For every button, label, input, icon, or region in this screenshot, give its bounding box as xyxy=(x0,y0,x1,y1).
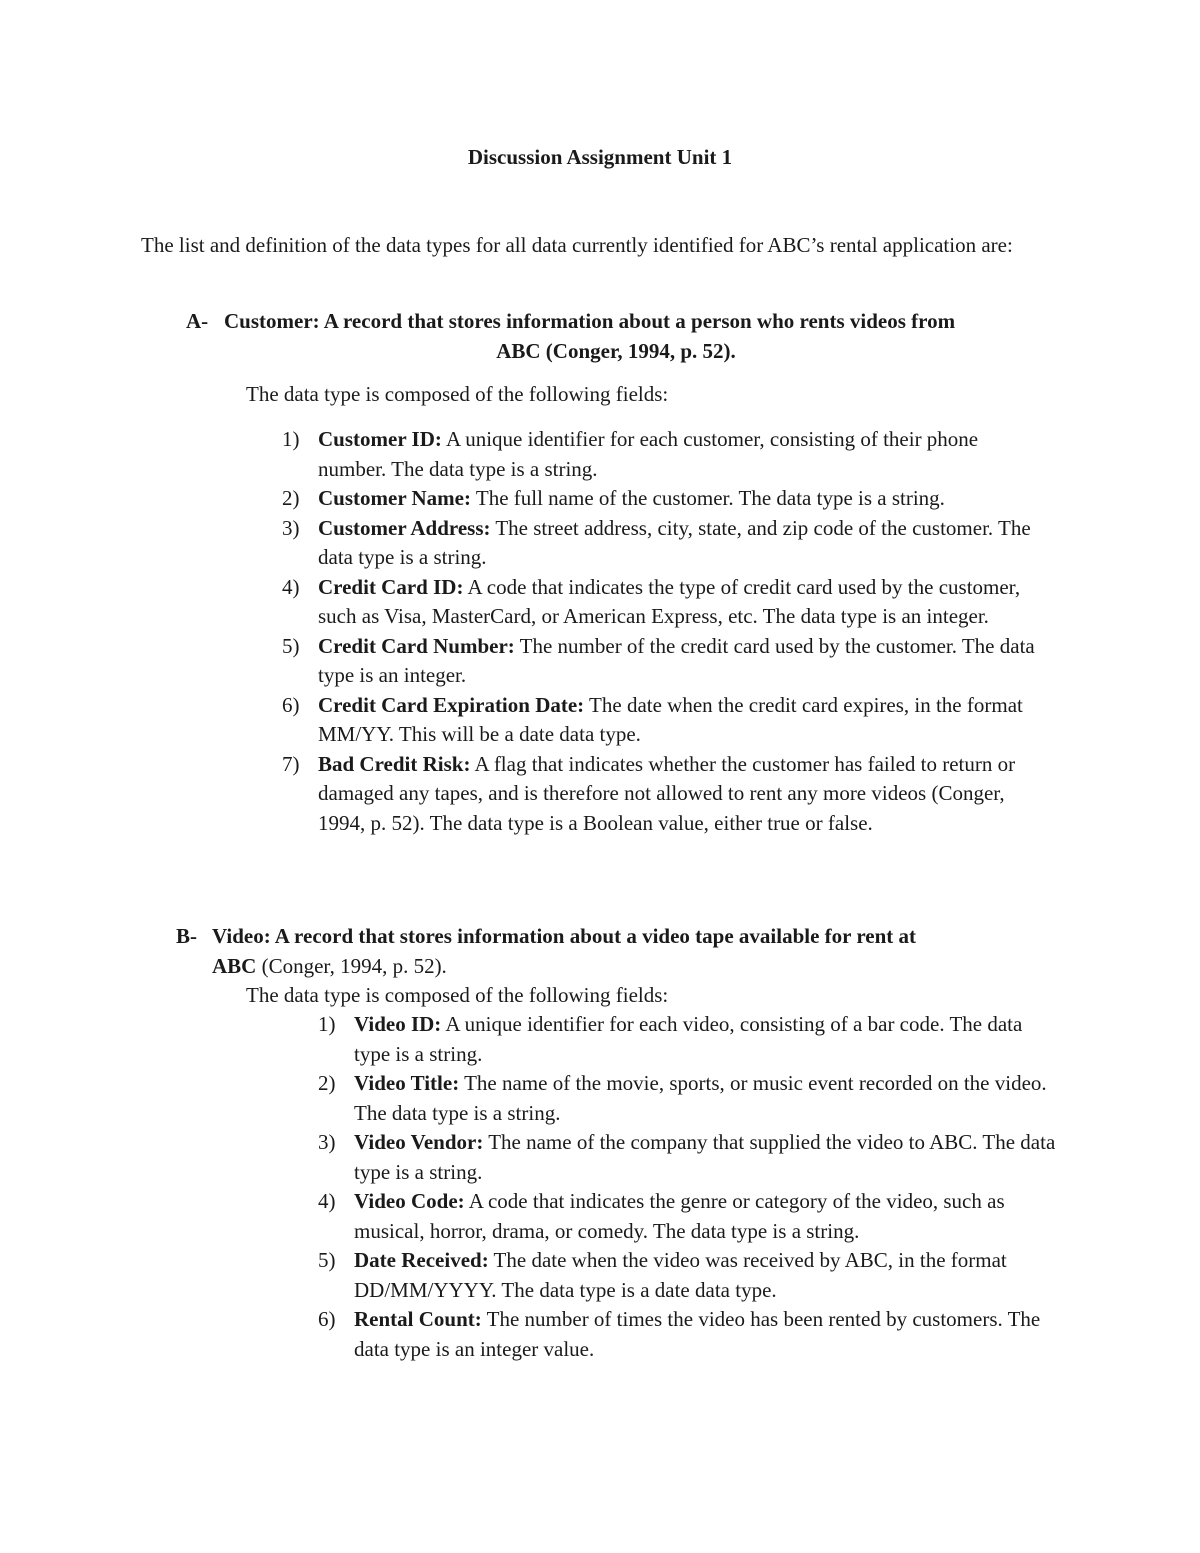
list-item xyxy=(282,691,1042,750)
item-number: 6) xyxy=(282,692,300,717)
list-item xyxy=(318,1069,1058,1128)
section-b-letter: B- xyxy=(176,924,197,948)
item-number: 3) xyxy=(282,515,300,540)
section-b-lead: The data type is composed of the following fields: xyxy=(246,983,669,1007)
field-description: A code that indicates the type of credit card used by the customer, such as Visa, MasterCard, or American Express, etc. The data type is an integer. xyxy=(318,574,1021,628)
section-a-field-list xyxy=(282,425,1042,838)
field-term: Bad Credit Risk: xyxy=(318,751,471,776)
section-a-letter: A- xyxy=(186,309,209,333)
item-number: 6) xyxy=(318,1307,336,1331)
field-term: Date Received: xyxy=(354,1248,489,1272)
field-description: The name of the company that supplied the video to ABC. The data type is a string. xyxy=(354,1130,1056,1184)
item-number: 5) xyxy=(282,633,300,658)
section-b-heading-abc: ABC xyxy=(212,953,257,978)
field-term: Credit Card Expiration Date: xyxy=(318,692,585,717)
section-b-heading-line1: Video: A record that stores information about a video tape available for rent at xyxy=(212,924,917,948)
field-term: Customer ID: xyxy=(318,427,442,451)
section-b-field-list xyxy=(318,1010,1058,1364)
field-term: Video ID: xyxy=(354,1012,442,1036)
intro-paragraph: The list and definition of the data types for all data currently identified for ABC’s rental application are: xyxy=(141,233,1013,257)
field-term: Video Code: xyxy=(354,1189,465,1213)
list-item xyxy=(318,1246,1058,1305)
section-b-heading-citation: (Conger, 1994, p. 52). xyxy=(256,953,447,978)
list-item xyxy=(282,484,1042,514)
item-number: 2) xyxy=(318,1071,336,1095)
field-description: The street address, city, state, and zip code of the customer. The data type is a string. xyxy=(318,515,1031,569)
section-a-lead: The data type is composed of the following fields: xyxy=(246,382,669,406)
item-number: 7) xyxy=(282,751,300,776)
field-description: The number of times the video has been rented by customers. The data type is an integer value. xyxy=(354,1307,1041,1361)
field-description: A unique identifier for each video, consisting of a bar code. The data type is a string. xyxy=(354,1012,1023,1066)
list-item xyxy=(318,1305,1058,1364)
field-term: Customer Name: xyxy=(318,486,471,510)
list-item xyxy=(318,1128,1058,1187)
list-item xyxy=(282,573,1042,632)
field-description: A code that indicates the genre or category of the video, such as musical, horror, drama, or comedy. The data type is a string. xyxy=(354,1189,1005,1243)
list-item xyxy=(282,632,1042,691)
section-b-heading-line2 xyxy=(212,952,447,982)
list-item xyxy=(282,750,1042,839)
document-title: Discussion Assignment Unit 1 xyxy=(467,145,733,169)
field-term: Video Vendor: xyxy=(354,1130,484,1154)
section-a-heading-line2: ABC (Conger, 1994, p. 52). xyxy=(496,338,736,363)
list-item xyxy=(282,514,1042,573)
field-term: Customer Address: xyxy=(318,515,491,540)
item-number: 5) xyxy=(318,1248,336,1272)
item-number: 1) xyxy=(282,427,300,451)
list-item xyxy=(318,1010,1058,1069)
field-description: The date when the video was received by ABC, in the format DD/MM/YYYY. The data type is a date data type. xyxy=(354,1248,1007,1302)
field-description: The date when the credit card expires, in the format MM/YY. This will be a date data type. xyxy=(318,692,1023,746)
field-description: The number of the credit card used by the customer. The data type is an integer. xyxy=(318,633,1035,687)
item-number: 2) xyxy=(282,486,300,510)
list-item xyxy=(318,1187,1058,1246)
section-a-heading-line1: Customer: A record that stores information about a person who rents videos from xyxy=(224,309,956,333)
list-item xyxy=(282,425,1042,484)
field-description: The name of the movie, sports, or music event recorded on the video. The data type is a string. xyxy=(354,1071,1047,1125)
field-description: The full name of the customer. The data type is a string. xyxy=(471,486,945,510)
field-term: Credit Card Number: xyxy=(318,633,515,658)
field-description: A unique identifier for each customer, consisting of their phone number. The data type is a string. xyxy=(318,427,979,481)
item-number: 1) xyxy=(318,1012,336,1036)
field-term: Video Title: xyxy=(354,1071,460,1095)
field-term: Rental Count: xyxy=(354,1307,482,1331)
item-number: 3) xyxy=(318,1130,336,1154)
field-description: A flag that indicates whether the customer has failed to return or damaged any tapes, and is therefore not allowed to rent any more videos (Conger, 1994, p. 52). The data type is a Boolean value, either true or false. xyxy=(318,751,1016,835)
item-number: 4) xyxy=(282,574,300,599)
field-term: Credit Card ID: xyxy=(318,574,464,599)
item-number: 4) xyxy=(318,1189,336,1213)
